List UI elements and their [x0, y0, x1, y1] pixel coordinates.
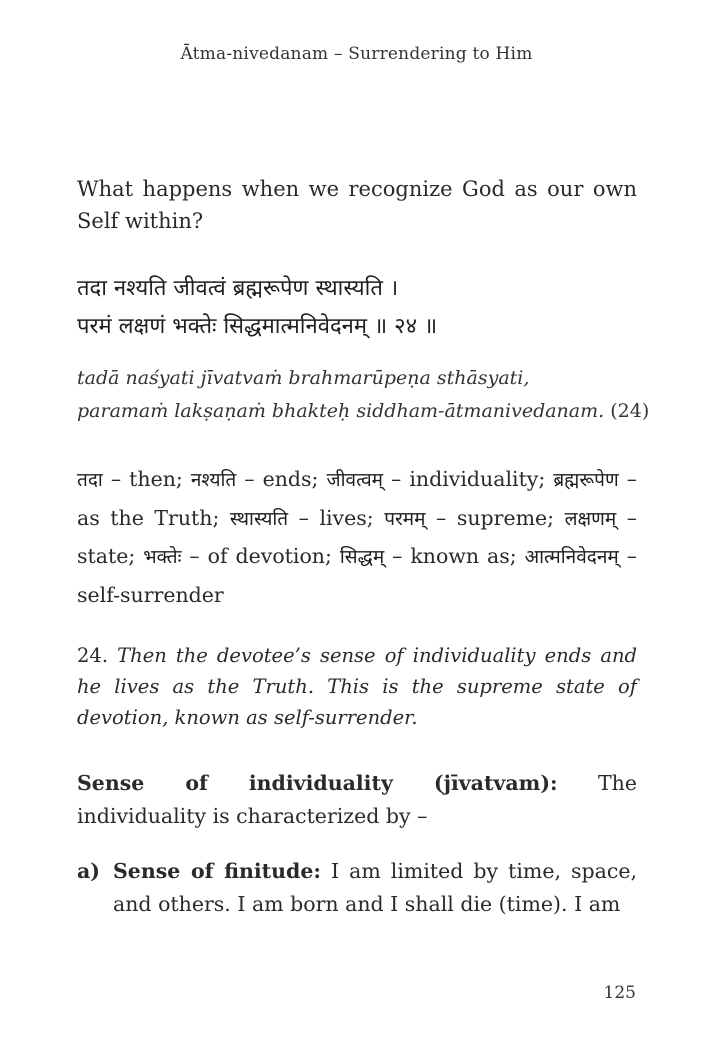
glossary-term: नश्यति — [190, 469, 237, 491]
glossary-meaning: – then; — [102, 467, 191, 491]
section-paragraph — [77, 767, 637, 833]
glossary-meaning: – lives; — [288, 505, 385, 530]
page-number: 125 — [603, 983, 636, 1003]
list-item-content — [113, 855, 637, 921]
list-item-heading: Sense of finitude: — [113, 859, 321, 883]
list-item-text: I am limited by time, space, and others. I am born and I shall die (time). I am — [113, 859, 637, 916]
transliteration — [77, 362, 650, 428]
list-marker: a) — [77, 859, 100, 883]
sanskrit-verse — [77, 270, 647, 346]
glossary-meaning: – known as; — [384, 544, 525, 568]
glossary-term: स्थास्यति — [229, 507, 289, 530]
glossary-meaning: – state; — [77, 505, 637, 568]
glossary-meaning: – ends; — [236, 467, 327, 491]
glossary-meaning: – supreme; — [425, 505, 565, 530]
glossary-term: सिद्धम् — [339, 546, 385, 568]
glossary-term: भक्तेः — [143, 546, 182, 568]
glossary-term: परमम् — [384, 507, 426, 530]
translit-verse-number: (24) — [610, 400, 650, 422]
glossary-meaning: – individuality; — [383, 467, 554, 491]
verse-translation — [77, 640, 637, 733]
glossary-term: लक्षणम् — [564, 507, 617, 530]
section-heading: Sense of individuality (jīvatvam): — [77, 771, 558, 795]
glossary-term: तदा — [77, 469, 103, 491]
list-item — [77, 855, 637, 921]
glossary-meaning: – of devotion; — [181, 544, 340, 568]
translit-line-1: tadā naśyati jīvatvaṁ brahmarūpeṇa sthāsyati, — [77, 367, 530, 389]
section-text: The individuality is characterized by – — [77, 771, 637, 828]
verse-line-2: परमं लक्षणं भक्तेः सिद्धमात्मनिवेदनम् ॥ २४ ॥ — [77, 314, 438, 339]
translation-number: 24. — [77, 644, 109, 667]
translation-text: Then the devotee’s sense of individuality ends and he lives as the Truth. This is the supreme state of devotion, known as self-surrender. — [77, 644, 637, 729]
glossary-meaning: – self-surrender — [77, 544, 638, 607]
word-glossary — [77, 461, 637, 614]
running-header: Ātma-nivedanam – Surrendering to Him — [180, 44, 533, 64]
question-paragraph: What happens when we recognize God as our own Self within? — [77, 177, 637, 233]
glossary-term: आत्मनिवेदनम् — [524, 546, 619, 568]
verse-line-1: तदा नश्यति जीवत्वं ब्रह्मरूपेण स्थास्यति । — [77, 276, 399, 301]
translit-line-2: paramaṁ lakṣaṇaṁ bhakteḥ siddham-ātmanivedanam. — [77, 400, 605, 422]
glossary-term: जीवत्वम् — [326, 469, 384, 491]
glossary-term: ब्रह्मरूपेण — [553, 469, 619, 491]
glossary-meaning: – as the Truth; — [77, 467, 637, 530]
